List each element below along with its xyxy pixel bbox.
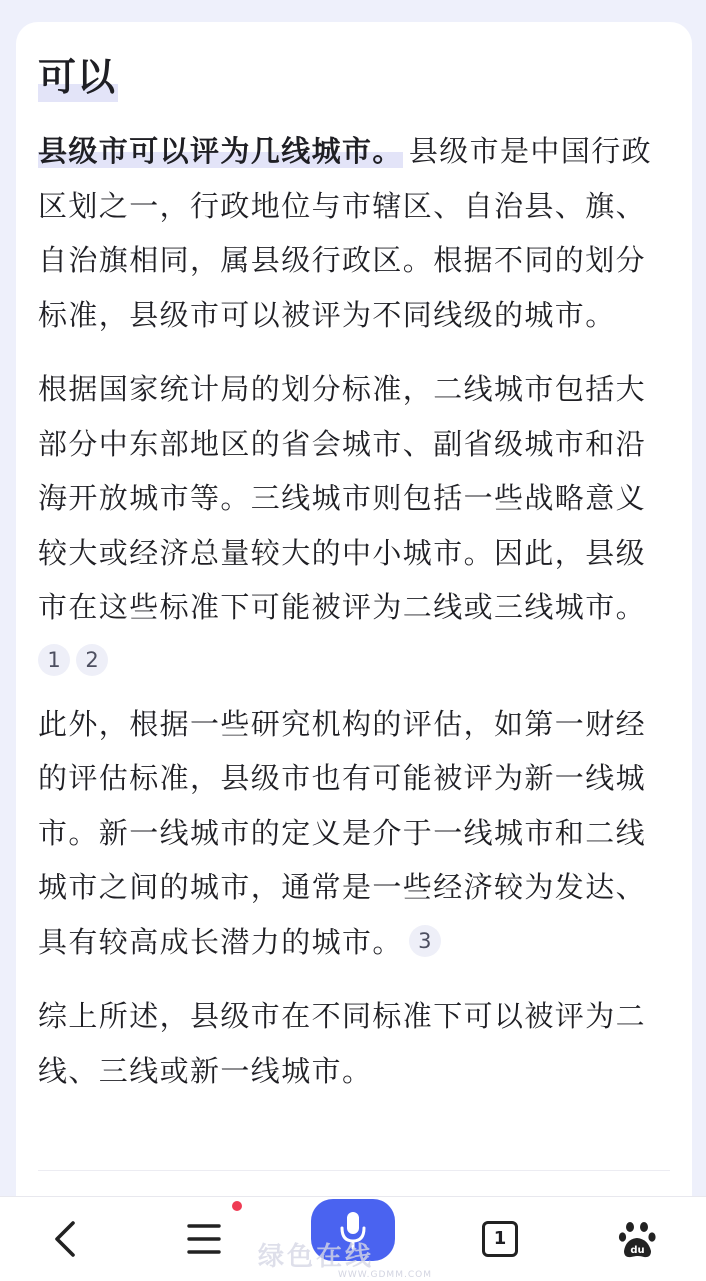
answer-highlight: 县级市可以评为几线城市。 bbox=[38, 134, 403, 168]
notification-dot bbox=[232, 1201, 242, 1211]
paragraph-2: 根据国家统计局的划分标准，二线城市包括大部分中东部地区的省会城市、副省级城市和沿海开放城市等。三线城市则包括一些战略意义较大或经济总量较大的中小城市。因此，县级市在这些标准下可能被评为二线或三线城市。 bbox=[38, 372, 647, 624]
citation-row bbox=[38, 631, 670, 689]
baidu-paw-icon bbox=[618, 1219, 658, 1259]
answer-content bbox=[38, 124, 670, 1118]
watermark bbox=[258, 1236, 432, 1280]
svg-text:du: du bbox=[630, 1245, 645, 1256]
chevron-left-icon bbox=[51, 1219, 81, 1259]
watermark-url: WWW.GDMM.COM bbox=[338, 1270, 432, 1280]
citation-badge-3[interactable]: 3 bbox=[409, 925, 441, 957]
paragraph-1-text: 县级市是中国行政区划之一，行政地位与市辖区、自治县、旗、自治旗相同，属县级行政区。根据不同的划分标准，县级市可以被评为不同线级的城市。 bbox=[38, 134, 653, 332]
answer-title: 可以 bbox=[38, 52, 118, 102]
back-button[interactable] bbox=[28, 1197, 104, 1281]
paragraph-3-text: 此外，根据一些研究机构的评估，如第一财经的评估标准，县级市也有可能被评为新一线城市。新一线城市的定义是介于一线城市和二线城市之间的城市，通常是一些经济较为发达、具有较高成长潜力的城市。 bbox=[38, 706, 647, 959]
tab-count: 1 bbox=[482, 1221, 518, 1257]
menu-button[interactable] bbox=[166, 1197, 242, 1281]
citation-badge-2[interactable]: 2 bbox=[76, 644, 108, 676]
watermark-text: 绿色在线 bbox=[258, 1242, 375, 1272]
home-button[interactable] bbox=[598, 1197, 678, 1281]
paragraph-1 bbox=[38, 124, 670, 342]
menu-icon bbox=[186, 1222, 222, 1256]
paragraph-3 bbox=[38, 697, 670, 970]
divider bbox=[38, 1170, 670, 1171]
paragraph-4: 综上所述，县级市在不同标准下可以被评为二线、三线或新一线城市。 bbox=[38, 999, 647, 1088]
citation-badge-1[interactable]: 1 bbox=[38, 644, 70, 676]
tabs-button[interactable] bbox=[462, 1197, 538, 1281]
